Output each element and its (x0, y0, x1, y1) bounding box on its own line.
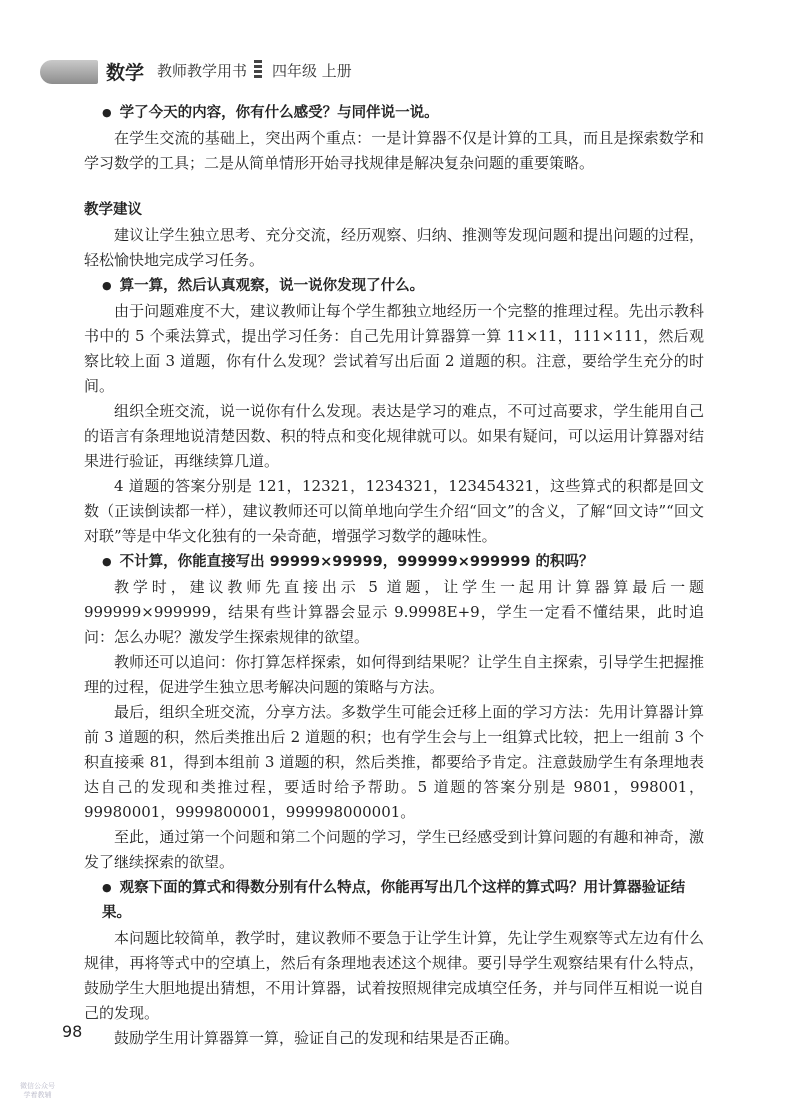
paragraph-10: 本问题比较简单，教学时，建议教师不要急于让学生计算，先让学生观察等式左边有什么规律，再将等式中的空填上，然后有条理地表述这个规律。要引导学生观察结果有什么特点，鼓励学生大胆地提出猜想，不用计算器，试着按照规律完成填空任务，并与同伴互相说一说自己的发现。 (84, 929, 704, 1022)
paragraph-9: 至此，通过第一个问题和第二个问题的学习，学生已经感受到计算问题的有趣和神奇，激发了继续探索的欲望。 (84, 828, 704, 871)
paragraph-11: 鼓励学生用计算器算一算，验证自己的发现和结果是否正确。 (114, 1029, 520, 1047)
header-tab-decoration (40, 60, 98, 84)
watermark (20, 1082, 55, 1100)
paragraph-6: 教学时，建议教师先直接出示 5 道题，让学生一起用计算器算最后一题 999999×999999，结果有些计算器会显示 9.9998E+9，学生一定看不懂结果，此时追问：怎么办呢？激发学生探索规律的欲望。 (84, 578, 704, 646)
bullet-question-4: ● 观察下面的算式和得数分别有什么特点，你能再写出几个这样的算式吗？用计算器验证结果。 (84, 875, 704, 926)
paragraph-5: 4 道题的答案分别是 121，12321，1234321，123454321，这些算式的积都是回文数（正读倒读都一样），建议教师还可以简单地向学生介绍“回文”的含义，了解“回文诗”“回文对联”等是中华文化独有的一朵奇葩，增强学习数学的趣味性。 (84, 477, 704, 545)
page-content (84, 100, 704, 1051)
paragraph-1: 在学生交流的基础上，突出两个重点：一是计算器不仅是计算的工具，而且是探索数学和学习数学的工具；二是从简单情形开始寻找规律是解决复杂问题的重要策略。 (84, 129, 704, 172)
header-divider-icon (254, 60, 264, 80)
paragraph-2: 建议让学生独立思考、充分交流，经历观察、归纳、推测等发现问题和提出问题的过程，轻松愉快地完成学习任务。 (84, 226, 704, 269)
header-subject: 数学 (106, 62, 145, 84)
header-book-title: 教师教学用书 (157, 62, 248, 80)
page-number: 98 (62, 1022, 83, 1041)
bullet-question-3: ● 不计算，你能直接写出 99999×99999，999999×999999 的积吗？ (84, 549, 704, 575)
watermark-line-1: 微信公众号 (20, 1082, 55, 1090)
header-grade: 四年级 上册 (272, 62, 352, 80)
paragraph-8: 最后，组织全班交流，分享方法。多数学生可能会迁移上面的学习方法：先用计算器计算前 3 道题的积，然后类推出后 2 道题的积；也有学生会与上一组算式比较，把上一组前 3 个积直接乘 81，得到本组前 3 道题的积，然后类推，都要给予肯定。注意鼓励学生有条理地表达自己的发现和类推过程，要适时给予帮助。5 道题的答案分别是 9801，998001，99980001，9999800001，999998000001。 (84, 703, 704, 821)
bullet-question-1: ● 学了今天的内容，你有什么感受？与同伴说一说。 (84, 100, 704, 126)
paragraph-4: 组织全班交流，说一说你有什么发现。表达是学习的难点，不可过高要求，学生能用自己的语言有条理地说清楚因数、积的特点和变化规律就可以。如果有疑问，可以运用计算器对结果进行验证，再继续算几道。 (84, 402, 704, 470)
section-title: 教学建议 (84, 202, 142, 218)
running-header (0, 52, 800, 88)
watermark-line-2: 学着教辅 (23, 1091, 52, 1099)
paragraph-7: 教师还可以追问：你打算怎样探索，如何得到结果呢？让学生自主探索，引导学生把握推理的过程，促进学生独立思考解决问题的策略与方法。 (84, 653, 704, 696)
bullet-question-2: ● 算一算，然后认真观察，说一说你发现了什么。 (84, 273, 704, 299)
paragraph-3: 由于问题难度不大，建议教师让每个学生都独立地经历一个完整的推理过程。先出示教科书中的 5 个乘法算式，提出学习任务：自己先用计算器算一算 11×11，111×111，然后观察比较上面 3 道题，你有什么发现？尝试着写出后面 2 道题的积。注意，要给学生充分的时间。 (84, 302, 704, 395)
